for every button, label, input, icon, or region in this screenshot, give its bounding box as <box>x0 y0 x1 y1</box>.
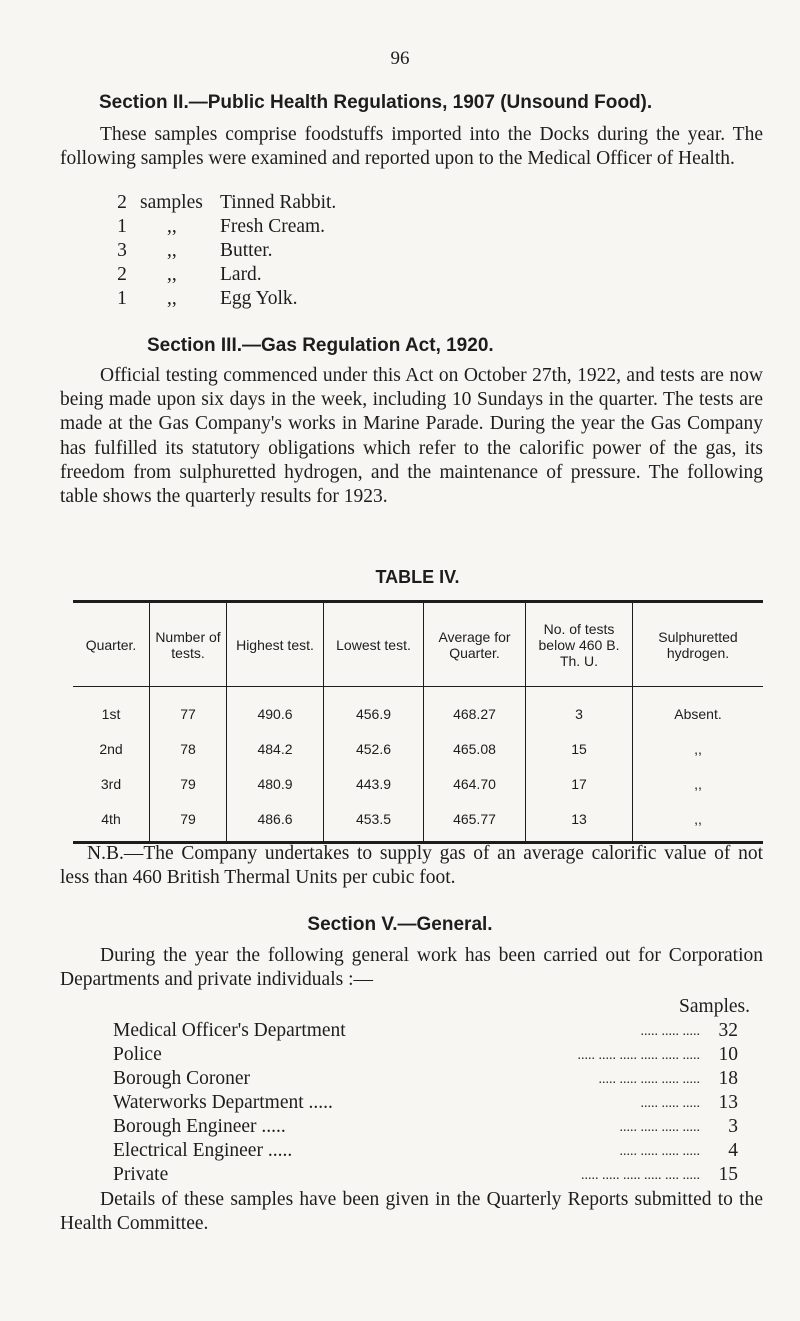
cell-below: 13 <box>526 801 633 843</box>
table-row <box>73 801 763 843</box>
header-average: Average for Quarter. <box>424 602 526 687</box>
department-name: Borough Engineer ..... <box>113 1116 286 1137</box>
sample-item: Butter. <box>220 240 273 261</box>
header-sulphuretted-hydrogen: Sulphuretted hydrogen. <box>633 602 764 687</box>
department-name: Medical Officer's Department <box>113 1020 346 1041</box>
leader-dots: ..... ..... ..... <box>640 1024 700 1039</box>
gas-test-table <box>73 600 763 844</box>
sample-count: 2 <box>117 264 127 285</box>
department-row <box>113 1068 738 1092</box>
sample-item: Fresh Cream. <box>220 216 326 237</box>
cell-number: 78 <box>150 731 227 766</box>
sample-count: 2 <box>117 192 127 213</box>
table-row <box>73 731 763 766</box>
department-samples: 13 <box>718 1092 738 1113</box>
sample-item: Egg Yolk. <box>220 288 298 309</box>
cell-sulphur: Absent. <box>633 687 764 732</box>
department-name: Waterworks Department ..... <box>113 1092 333 1113</box>
leader-dots: ..... ..... ..... ..... ..... <box>598 1072 700 1087</box>
header-lowest-test: Lowest test. <box>324 602 424 687</box>
table-note: N.B.—The Company undertakes to supply gas of an average calorific value of not less than 460 British Thermal Units per cubic foot. <box>60 843 763 888</box>
sample-count: 1 <box>117 288 127 309</box>
department-row <box>113 1092 738 1116</box>
sample-unit: ,, <box>167 288 177 309</box>
leader-dots: ..... ..... ..... ..... .... ..... <box>581 1168 700 1183</box>
cell-lowest: 456.9 <box>324 687 424 732</box>
table-row <box>73 766 763 801</box>
sample-unit: ,, <box>167 240 177 261</box>
department-row <box>113 1164 738 1188</box>
header-quarter: Quarter. <box>73 602 150 687</box>
section-5-closing: Details of these samples have been given in the Quarterly Reports submitted to the Health Committee. <box>60 1189 763 1234</box>
section-3-paragraph-visible: Official testing commenced under this Act on October 27th, 1922, and tests are now being made upon six days in the week, including 10 Sundays in the quarter. The tests are made at the Gas Company's works in Marine Parade. During the year the Gas Company has fulfilled its statutory obligations which refer to the calorific power of the gas, its freedom from sulphuretted hydrogen, and the maintenance of pressure. The following table shows the quarterly results for 1923. <box>60 365 763 508</box>
cell-highest: 480.9 <box>227 766 324 801</box>
cell-quarter: 4th <box>73 801 150 843</box>
page-number: 96 <box>390 48 410 69</box>
cell-number: 77 <box>150 687 227 732</box>
sample-unit: ,, <box>167 216 177 237</box>
cell-below: 17 <box>526 766 633 801</box>
section-3-heading: Section III.—Gas Regulation Act, 1920. <box>147 335 494 356</box>
section-5-paragraph: During the year the following general work has been carried out for Corporation Departments and private individuals :— <box>60 945 763 990</box>
department-samples: 15 <box>718 1164 738 1185</box>
header-number-of-tests: Number of tests. <box>150 602 227 687</box>
leader-dots: ..... ..... ..... ..... <box>619 1120 700 1135</box>
cell-lowest: 453.5 <box>324 801 424 843</box>
cell-average: 468.27 <box>424 687 526 732</box>
cell-number: 79 <box>150 766 227 801</box>
department-row <box>113 1140 738 1164</box>
table-header-row <box>73 602 763 687</box>
leader-dots: ..... ..... ..... ..... <box>619 1144 700 1159</box>
cell-highest: 490.6 <box>227 687 324 732</box>
cell-quarter: 1st <box>101 705 121 722</box>
department-name: Electrical Engineer ..... <box>113 1140 293 1161</box>
department-samples: 18 <box>718 1068 738 1089</box>
sample-item: Tinned Rabbit. <box>220 192 337 213</box>
cell-quarter: 2nd <box>99 740 123 757</box>
cell-average: 464.70 <box>424 766 526 801</box>
section-2-heading: Section II.—Public Health Regulations, 1907 (Unsound Food). <box>99 92 653 113</box>
cell-lowest: 452.6 <box>324 731 424 766</box>
sample-count: 1 <box>117 216 127 237</box>
cell-number: 79 <box>150 801 227 843</box>
leader-dots: ..... ..... ..... <box>640 1096 700 1111</box>
department-name: Borough Coroner <box>113 1068 251 1089</box>
cell-highest: 486.6 <box>227 801 324 843</box>
header-highest-test: Highest test. <box>227 602 324 687</box>
cell-average: 465.77 <box>424 801 526 843</box>
department-samples: 10 <box>718 1044 738 1065</box>
department-name: Police <box>113 1044 162 1065</box>
sample-item: Lard. <box>220 264 262 285</box>
cell-sulphur: ,, <box>633 801 764 843</box>
department-row <box>113 1116 738 1140</box>
sample-unit: ,, <box>167 264 177 285</box>
department-samples: 32 <box>718 1020 738 1041</box>
department-samples: 3 <box>728 1116 738 1137</box>
table-row <box>73 687 763 732</box>
cell-sulphur: ,, <box>633 766 764 801</box>
leader-dots: ..... ..... ..... ..... ..... ..... <box>577 1048 700 1063</box>
department-samples: 4 <box>728 1140 738 1161</box>
section-2-paragraph: These samples comprise foodstuffs imported into the Docks during the year. The following samples were examined and reported upon to the Medical Officer of Health. <box>60 124 763 169</box>
cell-sulphur: ,, <box>633 731 764 766</box>
sample-count: 3 <box>117 240 127 261</box>
cell-highest: 484.2 <box>227 731 324 766</box>
cell-below: 15 <box>526 731 633 766</box>
cell-quarter: 3rd <box>100 775 122 792</box>
department-row <box>113 1020 738 1044</box>
cell-average: 465.08 <box>424 731 526 766</box>
department-row <box>113 1044 738 1068</box>
sample-unit: samples <box>140 192 203 213</box>
cell-lowest: 443.9 <box>324 766 424 801</box>
samples-column-header: Samples. <box>679 996 750 1017</box>
cell-below: 3 <box>526 687 633 732</box>
header-tests-below: No. of tests below 460 B. Th. U. <box>526 602 633 687</box>
section-5-heading: Section V.—General. <box>307 914 493 935</box>
department-name: Private <box>113 1164 169 1185</box>
table-title: TABLE IV. <box>375 567 460 587</box>
